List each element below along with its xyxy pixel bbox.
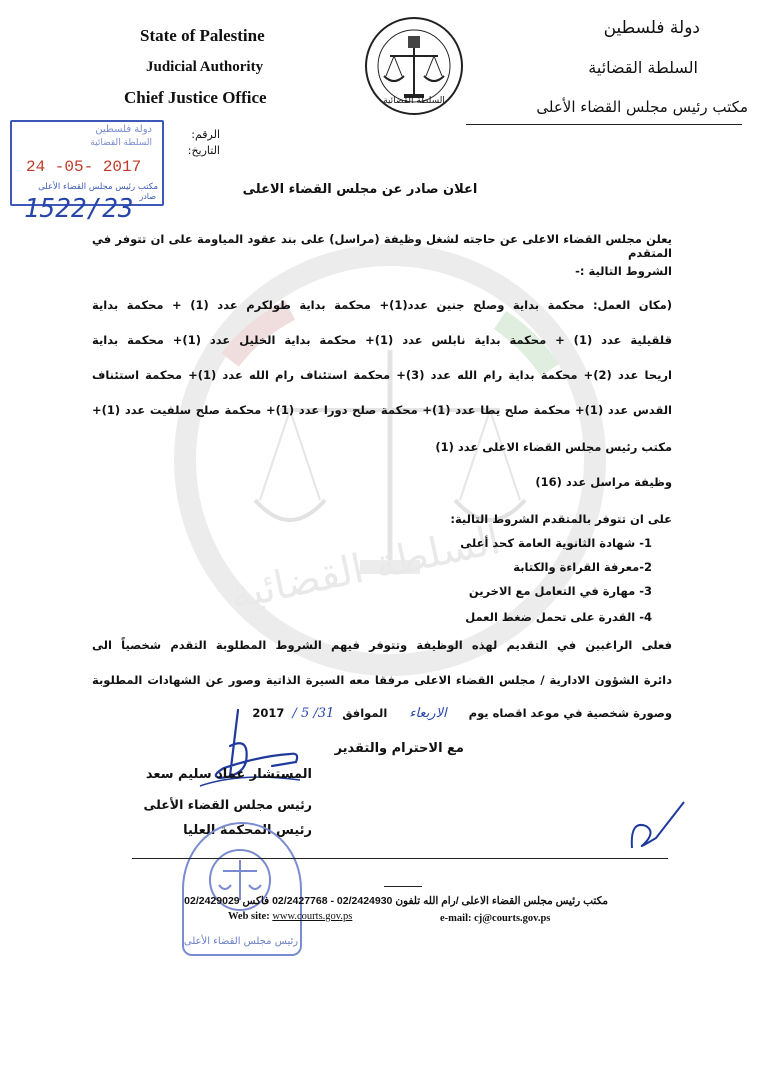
footer-divider <box>132 858 668 859</box>
workplace-line-5: مكتب رئيس مجلس القضاء الاعلى عدد (1) <box>435 440 672 454</box>
watermark-text: السلطة القضائية <box>226 516 504 620</box>
workplace-line-2: قلقيلية عدد (1) + محكمة بداية نابلس عدد (1)+ محكمة بداية الخليل عدد (1)+ محكمة بداية <box>92 333 672 347</box>
footer-website <box>228 911 352 922</box>
apply-line-3 <box>92 706 672 721</box>
received-stamp-sub: السلطة القضائية <box>90 138 152 148</box>
condition-item-1: 1- شهادة الثانوية العامة كحد أعلى <box>460 536 652 550</box>
header-en-judicial: Judicial Authority <box>146 59 264 75</box>
handwritten-day: الاربعاء <box>409 706 447 721</box>
positions-count: وظيفة مراسل عدد (16) <box>535 475 672 489</box>
header-ar-office: مكتب رئيس مجلس القضاء الأعلى <box>536 98 748 116</box>
ref-number-label: الرقم: <box>191 128 220 141</box>
workplace-line-1: (مكان العمل: محكمة بداية وصلح جنين عدد(1)+ محكمة بداية طولكرم عدد (1) + محكمة بداية <box>92 298 672 312</box>
handwritten-date: 31/ 5 / <box>292 706 335 721</box>
email-link[interactable]: cj@courts.gov.ps <box>474 913 551 924</box>
apply-line-2: دائرة الشؤون الادارية / مجلس القضاء الاعلى مرفقا معه السيرة الذاتية وصور عن الشهادات المطلوبة <box>92 673 672 687</box>
condition-item-4: 4- القدرة على تحمل ضغط العمل <box>465 610 652 624</box>
header-ar-state: دولة فلسطين <box>603 18 700 38</box>
website-link[interactable]: www.courts.gov.ps <box>272 911 353 922</box>
logo-caption: السلطة القضائية <box>383 96 445 106</box>
workplace-line-4: القدس عدد (1)+ محكمة صلح يطا عدد (1)+ محكمة صلح دورا عدد (1)+ محكمة صلح سلفيت عدد (1)+ <box>92 403 672 417</box>
intro-line-2: الشروط التالية :- <box>575 264 672 278</box>
condition-item-3: 3- مهارة في التعامل مع الاخرين <box>468 584 652 598</box>
apply-year: 2017 <box>252 706 285 720</box>
seal-caption: رئيس مجلس القضاء الأعلى <box>183 936 299 947</box>
footer-email <box>440 913 550 924</box>
conditions-heading: على ان تتوفر بالمتقدم الشروط التالية: <box>450 512 672 526</box>
apply-line-1: فعلى الراغبين في التقديم لهذه الوظيفة وتتوفر فيهم الشروط المطلوبة التقدم شخصياً الى <box>92 638 672 652</box>
received-stamp-office: مكتب رئيس مجلس القضاء الأعلى <box>38 182 158 192</box>
apply-date-label: الموافق <box>342 706 388 720</box>
received-stamp-top: دولة فلسطين <box>95 124 152 135</box>
received-stamp-outgoing: صادر <box>139 192 156 201</box>
closing-text: مع الاحترام والتقدير <box>334 741 464 756</box>
announcement-title: اعلان صادر عن مجلس القضاء الاعلى <box>242 182 478 197</box>
initials-mark <box>626 798 690 858</box>
received-stamp-date: 24 -05- 2017 <box>26 158 142 176</box>
workplace-line-3: اريحا عدد (2)+ محكمة بداية رام الله عدد (3)+ محكمة استئناف رام الله عدد (1)+ محكمة استئناف <box>92 368 672 382</box>
signatory-title-2: رئيس المحكمة العليا <box>183 823 312 838</box>
signatory-title-1: رئيس مجلس القضاء الأعلى <box>143 797 312 812</box>
header-divider <box>466 124 742 125</box>
footer-address: مكتب رئيس مجلس القضاء الاعلى /رام الله تلفون 02/2424930 - 02/2427768 فاكس 02/2429029 <box>184 895 608 907</box>
website-label: Web site: <box>228 911 270 922</box>
apply-deadline-text: وصورة شخصية في موعد اقصاه يوم <box>468 706 672 720</box>
intro-line-1: يعلن مجلس القضاء الاعلى عن حاجته لشغل وظيفة (مراسل) على بند عقود المياومة على ان تتوفر في المتقدم <box>92 232 672 260</box>
email-label: e-mail: <box>440 913 472 924</box>
condition-item-2: 2-معرفة القراءة والكتابة <box>513 560 652 574</box>
date-label: التاريخ: <box>187 144 220 157</box>
header-ar-judicial: السلطة القضائية <box>588 58 698 77</box>
header-en-office: Chief Justice Office <box>124 88 267 107</box>
footer-short-rule <box>384 886 422 887</box>
handwritten-signature <box>180 706 320 796</box>
received-stamp-number: 1522/23 <box>24 194 134 224</box>
signatory-name: المستشار عماد سليم سعد <box>145 767 312 782</box>
header-en-state: State of Palestine <box>140 26 265 45</box>
